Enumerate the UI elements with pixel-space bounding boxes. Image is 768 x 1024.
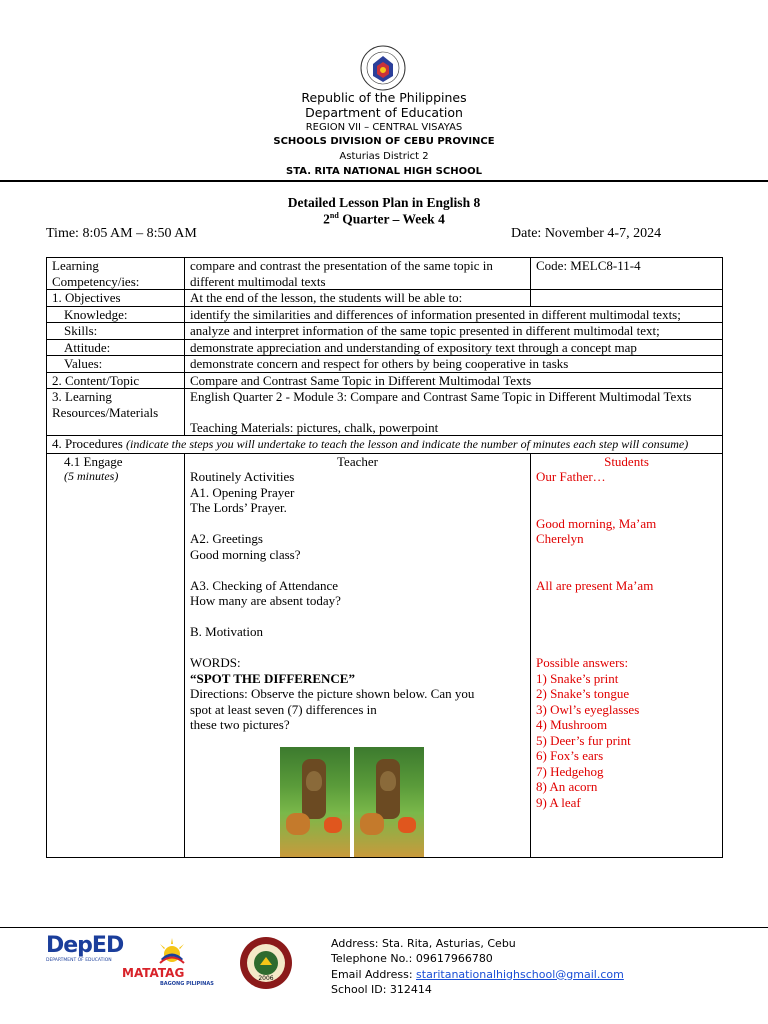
school-seal-year: 2006: [258, 975, 274, 982]
possible-answers-label: Possible answers:: [536, 655, 629, 670]
teacher-header: Teacher: [337, 453, 378, 469]
teacher-a1-text: The Lords’ Prayer.: [190, 500, 287, 515]
directions-line3: these two pictures?: [190, 717, 290, 732]
footer-contact: [331, 936, 624, 997]
header-district: Asturias District 2: [339, 151, 429, 162]
skills-label: Skills:: [47, 323, 185, 340]
content-label: 2. Content/Topic: [47, 372, 185, 389]
directions-line1: Directions: Observe the picture shown below. Can you: [190, 686, 475, 701]
procedures-label: 4. Procedures: [52, 436, 123, 451]
directions-line2: spot at least seven (7) differences in: [190, 701, 377, 717]
resources-text: English Quarter 2 - Module 3: Compare and Contrast Same Topic in Different Multimodal Texts: [190, 389, 692, 404]
engage-label: 4.1 Engage: [64, 453, 123, 469]
table-row: [47, 306, 723, 323]
engage-time: (5 minutes): [64, 469, 119, 483]
footer-email-label: Email Address:: [331, 967, 417, 981]
student-response-3: All are present Ma’am: [536, 577, 654, 593]
content-text: Compare and Contrast Same Topic in Different Multimodal Texts: [185, 372, 723, 389]
table-row: [47, 453, 723, 857]
lesson-date: Date: November 4-7, 2024: [511, 226, 662, 241]
answer-item: 7) Hedgehog: [536, 763, 604, 779]
resources-cell: [185, 389, 723, 436]
objectives-label: 1. Objectives: [47, 290, 185, 307]
header-department: Department of Education: [305, 105, 463, 120]
lesson-plan-table: [46, 257, 723, 858]
footer-address: Address: Sta. Rita, Asturias, Cebu: [331, 937, 516, 950]
competency-label: Learning Competency/ies:: [47, 258, 185, 290]
engage-cell: [47, 453, 185, 857]
teacher-a3: A3. Checking of Attendance: [190, 577, 339, 593]
lesson-subtitle: 2nd Quarter – Week 4: [323, 211, 445, 227]
school-seal-icon: [238, 935, 294, 991]
student-response-2a: Good morning, Ma’am: [536, 515, 657, 531]
procedures-note: (indicate the steps you will undertake to teach the lesson and indicate the number of minutes each step will consume): [126, 437, 689, 451]
attitude-label: Attitude:: [47, 339, 185, 356]
table-row: [47, 258, 723, 290]
teacher-words: WORDS:: [190, 655, 241, 670]
procedures-cell: [47, 436, 723, 454]
answer-item: 1) Snake’s print: [536, 670, 619, 686]
teacher-a2: A2. Greetings: [190, 531, 263, 546]
forest-picture-left: [280, 747, 350, 857]
competency-text: compare and contrast the presentation of the same topic in different multimodal texts: [185, 258, 531, 290]
answer-item: 9) A leaf: [536, 794, 581, 810]
table-row: [47, 290, 723, 307]
teacher-routine: Routinely Activities: [190, 469, 295, 484]
matatag-logo: MATATAG BAGONG PILIPINAS: [122, 936, 214, 994]
table-row: [47, 436, 723, 454]
table-row: [47, 356, 723, 373]
lesson-title: Detailed Lesson Plan in English 8: [287, 195, 481, 210]
footer-telephone: Telephone No.: 09617966780: [331, 952, 493, 966]
footer-email-link[interactable]: staritanationalhighschool@gmail.com: [416, 967, 624, 981]
header-region: REGION VII – CENTRAL VISAYAS: [305, 122, 463, 133]
skills-text: analyze and interpret information of the same topic presented in different multimodal text;: [185, 323, 723, 340]
answer-item: 5) Deer’s fur print: [536, 732, 631, 748]
resources-label: 3. Learning Resources/Materials: [47, 389, 185, 436]
footer-school-id: School ID: 312414: [331, 982, 432, 996]
teacher-cell: [185, 453, 531, 857]
teacher-a3-text: How many are absent today?: [190, 593, 341, 608]
footer-email-row: [331, 967, 624, 982]
spot-difference-pictures: [280, 747, 525, 857]
answer-item: 4) Mushroom: [536, 717, 608, 732]
answer-item: 8) An acorn: [536, 779, 598, 794]
teacher-b: B. Motivation: [190, 624, 263, 639]
answer-item: 3) Owl’s eyeglasses: [536, 701, 640, 717]
header-republic: Republic of the Philippines: [301, 90, 467, 105]
table-row: [47, 389, 723, 436]
header-divider: [0, 180, 768, 182]
attitude-text: demonstrate appreciation and understanding of expository text through a concept map: [185, 339, 723, 356]
student-response-1: Our Father…: [536, 469, 606, 484]
lesson-time: Time: 8:05 AM – 8:50 AM: [46, 226, 197, 241]
values-label: Values:: [47, 356, 185, 373]
header-division: SCHOOLS DIVISION OF CEBU PROVINCE: [273, 136, 495, 147]
values-text: demonstrate concern and respect for others by being cooperative in tasks: [185, 356, 723, 373]
header-school: STA. RITA NATIONAL HIGH SCHOOL: [286, 166, 482, 177]
teacher-a2-text: Good morning class?: [190, 546, 301, 562]
teacher-a1: A1. Opening Prayer: [190, 484, 295, 500]
sun-icon: [152, 936, 192, 966]
table-row: [47, 339, 723, 356]
footer-divider: [0, 927, 768, 928]
code-cell: Code: MELC8-11-4: [531, 258, 723, 290]
students-header: Students: [604, 453, 649, 469]
answer-item: 2) Snake’s tongue: [536, 686, 630, 701]
students-cell: [531, 453, 723, 857]
knowledge-label: Knowledge:: [47, 306, 185, 323]
table-row: [47, 323, 723, 340]
answer-item: 6) Fox’s ears: [536, 748, 604, 763]
activity-title: “SPOT THE DIFFERENCE”: [190, 670, 355, 686]
deped-logo: DepED DEPARTMENT OF EDUCATION: [46, 933, 124, 963]
knowledge-text: identify the similarities and differences of information presented in different multimodal texts;: [185, 306, 723, 323]
table-row: [47, 372, 723, 389]
deped-seal-icon: [354, 44, 412, 92]
materials-text: Teaching Materials: pictures, chalk, powerpoint: [190, 419, 439, 435]
student-response-2b: Cherelyn: [536, 531, 584, 546]
objectives-text: At the end of the lesson, the students will be able to:: [185, 290, 531, 307]
empty-cell: [531, 290, 723, 307]
forest-picture-right: [354, 747, 424, 857]
